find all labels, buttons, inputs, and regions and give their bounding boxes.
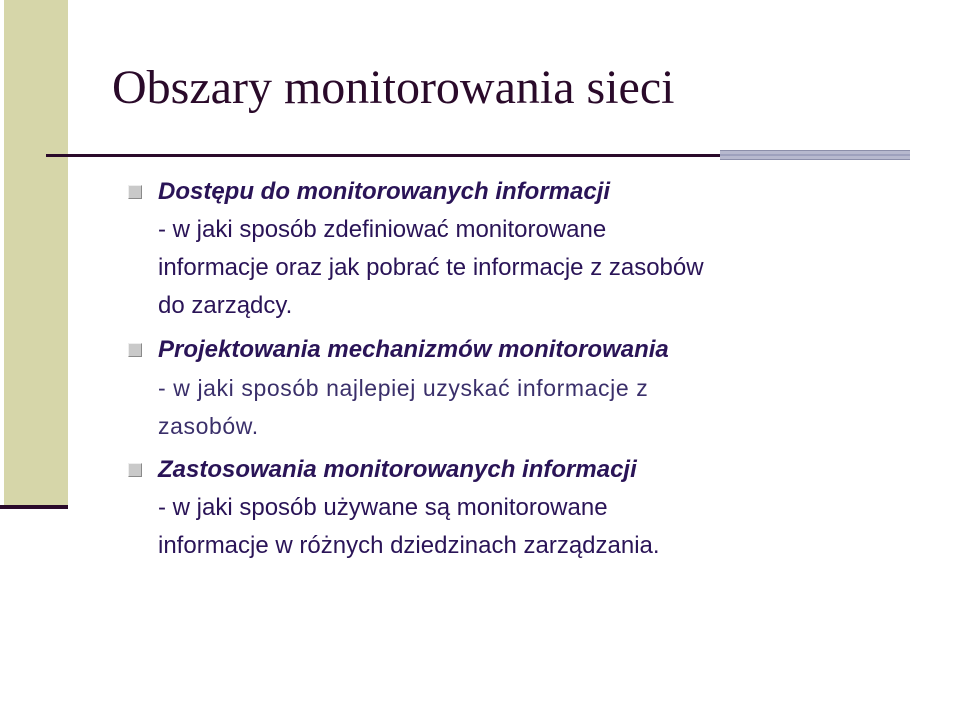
slide-content xyxy=(128,173,918,571)
square-bullet-icon xyxy=(128,463,142,477)
bullet-head xyxy=(128,331,918,369)
slide-title: Obszary monitorowania sieci xyxy=(112,61,675,114)
left-sidebar-decoration xyxy=(4,0,68,505)
bullet-body: - w jaki sposób zdefiniować monitorowane informacje oraz jak pobrać te informacje z zasobów do zarządcy. xyxy=(158,216,704,319)
bullet-head xyxy=(128,451,918,489)
bullet-body: - w jaki sposób używane są monitorowane informacje w różnych dziedzinach zarządzania. xyxy=(158,494,660,559)
title-underline xyxy=(46,154,720,157)
bullet-item-access xyxy=(128,173,918,325)
bullet-heading: Dostępu do monitorowanych informacji xyxy=(158,178,611,205)
bullet-heading: Zastosowania monitorowanych informacji xyxy=(158,456,637,483)
title-underline-accent xyxy=(720,150,910,160)
bullet-item-design xyxy=(128,331,918,445)
bullet-head xyxy=(128,173,918,211)
bullet-heading: Projektowania mechanizmów monitorowania xyxy=(158,336,669,363)
square-bullet-icon xyxy=(128,343,142,357)
bullet-item-usage xyxy=(128,451,918,565)
left-sidebar-cap xyxy=(0,505,68,509)
bullet-body: - w jaki sposób najlepiej uzyskać informacje z zasobów. xyxy=(158,375,649,439)
square-bullet-icon xyxy=(128,185,142,199)
